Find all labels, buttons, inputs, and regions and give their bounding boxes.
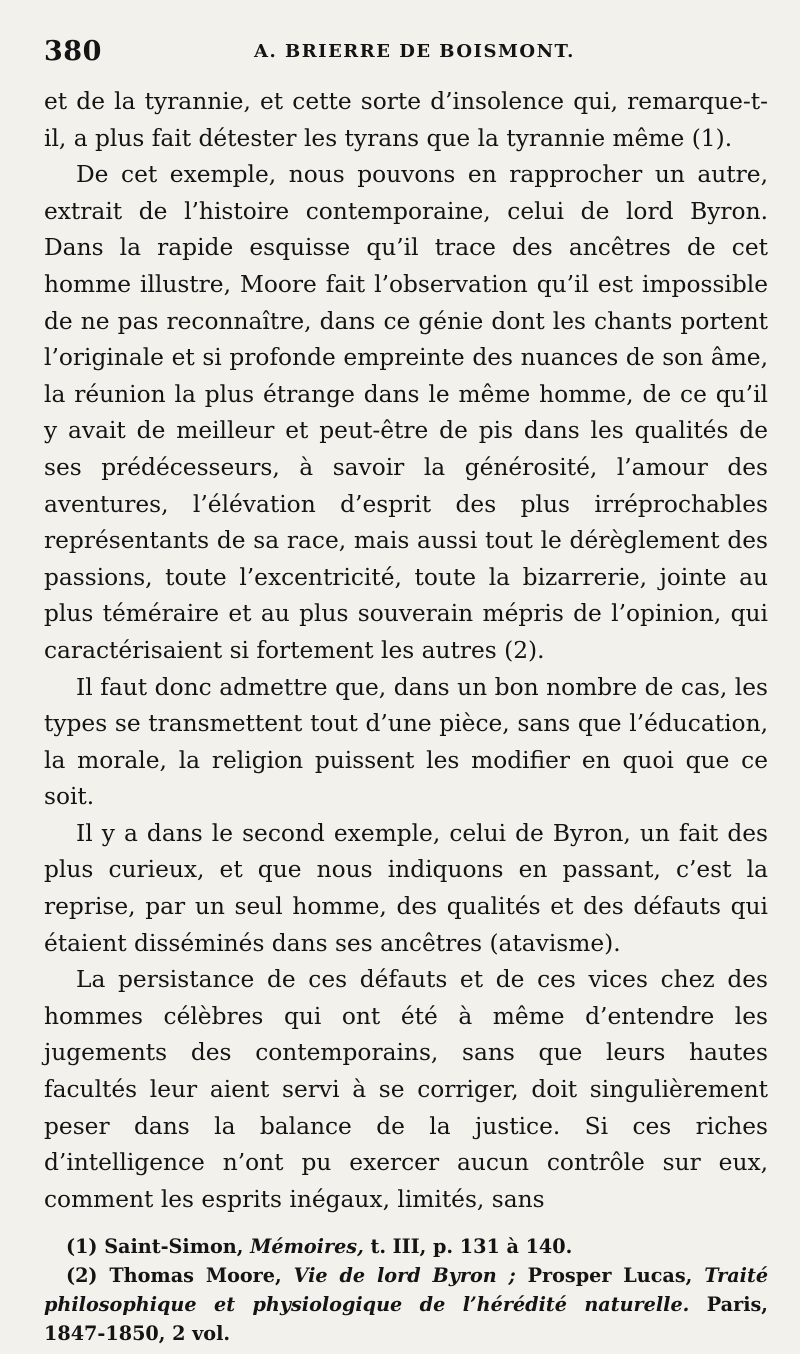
footnote-2-title2: Traité philosophique et physiologique de l’hérédité naturelle. xyxy=(44,1264,769,1317)
footnote-1-author: Saint-Simon, xyxy=(104,1235,244,1259)
footnote-1-marker: (1) xyxy=(66,1235,98,1259)
footnote-2-mid: Prosper Lucas, xyxy=(527,1264,693,1288)
footnote-2-marker: (2) xyxy=(66,1264,98,1288)
footnote-1-title: Mémoires, xyxy=(250,1235,364,1259)
paragraph-5: La persistance de ces défauts et de ces vices chez des hommes célèbres qui ont été à même d’entendre les jugements des contemporains, sans que leurs hautes facultés leur aient servi à se corriger, doit singulièrement peser dans la balance de la justice. Si ces riches d’intelligence n’ont pu exercer aucun contrôle sur eux, comment les esprits inégaux, limités, sans xyxy=(44,966,768,1213)
running-head: A. BRIERRE DE BOISMONT. xyxy=(254,41,575,62)
footnote-2 xyxy=(44,1261,768,1348)
footnote-1 xyxy=(44,1232,768,1261)
page-number: 380 xyxy=(44,36,102,67)
footnote-1-rest: t. III, p. 131 à 140. xyxy=(370,1235,573,1259)
paragraph-3: Il faut donc admettre que, dans un bon nombre de cas, les types se transmettent tout d’une pièce, sans que l’éducation, la morale, la religion puissent les modifier en quoi que ce soit. xyxy=(44,673,768,811)
footnotes xyxy=(44,1232,768,1348)
footnote-2-title: Vie de lord Byron ; xyxy=(293,1264,516,1288)
footnote-2-author: Thomas Moore, xyxy=(109,1264,282,1288)
paragraph-4: Il y a dans le second exemple, celui de Byron, un fait des plus curieux, et que nous indiquons en passant, c’est la reprise, par un seul homme, des qualités et des défauts qui étaient disséminés dans ses ancêtres (atavisme). xyxy=(44,819,768,957)
paragraph-2: De cet exemple, nous pouvons en rapprocher un autre, extrait de l’histoire contemporaine, celui de lord Byron. Dans la rapide esquisse qu’il trace des ancêtres de cet homme illustre, Moore fait l’observation qu’il est impossible de ne pas reconnaître, dans ce génie dont les chants portent l’originale et si profonde empreinte des nuances de son âme, la réunion la plus étrange dans le même homme, de ce qu’il y avait de meilleur et peut-être de pis dans les qualités de ses prédécesseurs, à savoir la générosité, l’amour des aventures, l’élévation d’esprit des plus irréprochables représentants de sa race, mais aussi tout le dérèglement des passions, toute l’excentricité, toute la bizarrerie, jointe au plus téméraire et au plus souverain mépris de l’opinion, qui caractérisaient si fortement les autres (2). xyxy=(44,161,768,664)
body-text xyxy=(44,84,768,1218)
footnote-2-rest: Paris, 1847-1850, 2 vol. xyxy=(44,1293,768,1346)
paragraph-1: et de la tyrannie, et cette sorte d’insolence qui, remarque-t-il, a plus fait détester les tyrans que la tyrannie même (1). xyxy=(44,88,768,152)
page-header xyxy=(44,28,768,84)
